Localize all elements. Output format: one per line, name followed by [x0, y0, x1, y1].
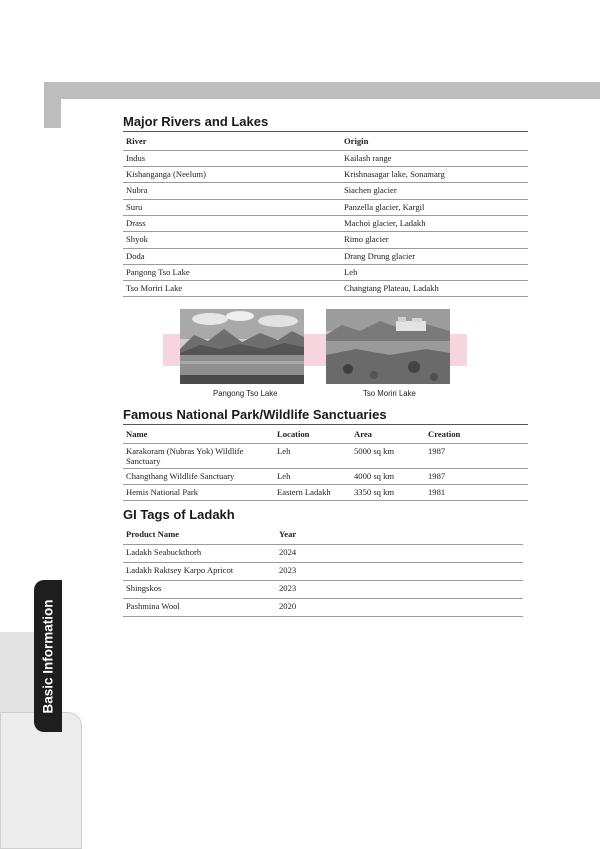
side-margin-panel [0, 712, 82, 849]
table-row [123, 468, 528, 484]
table-cell: 2023 [279, 583, 297, 594]
table-cell: Changthang Wildlife Sanctuary [126, 470, 235, 481]
table-row [123, 545, 523, 563]
table-row [123, 599, 523, 617]
table-cell: Shyok [126, 234, 148, 245]
table-row [123, 281, 528, 297]
photo-caption: Tso Moriri Lake [363, 389, 416, 399]
parks-heading: Famous National Park/Wildlife Sanctuaries [123, 407, 528, 425]
table-cell: Panzella glacier, Kargil [344, 201, 425, 212]
column-header: Creation [428, 429, 461, 440]
table-row [123, 199, 528, 215]
column-header: Location [277, 429, 310, 440]
table-cell: Doda [126, 250, 145, 261]
table-cell: Siachen glacier [344, 185, 397, 196]
table-cell: Eastern Ladakh [277, 486, 331, 497]
table-cell: Suru [126, 201, 143, 212]
table-row [123, 484, 528, 500]
table-cell: 1987 [428, 445, 446, 456]
table-cell: Pashmina Wool [126, 601, 180, 612]
rivers-table [123, 134, 528, 297]
table-cell: 1987 [428, 470, 446, 481]
section-tab-label: Basic Information [40, 598, 56, 714]
table-row [123, 215, 528, 231]
table-row [123, 183, 528, 199]
table-cell: Machoi glacier, Ladakh [344, 217, 426, 228]
parks-table [123, 427, 528, 501]
table-row [123, 581, 523, 599]
table-cell: Hemis National Park [126, 486, 199, 497]
tso-moriri-lake-photo [326, 309, 450, 384]
table-cell: Changtang Plateau, Ladakh [344, 283, 439, 294]
table-cell: Ladakh Seabuckthorh [126, 547, 202, 558]
section-tab [34, 580, 62, 732]
gi-tags-table [123, 527, 523, 618]
table-cell: Ladakh Raktsey Karpo Apricot [126, 565, 234, 576]
column-header: Year [279, 528, 297, 539]
table-row [123, 248, 528, 264]
page-content [123, 114, 528, 617]
table-header-row [123, 527, 523, 545]
table-row [123, 264, 528, 280]
table-cell: 2024 [279, 547, 297, 558]
table-cell: 1981 [428, 486, 446, 497]
table-cell: Drass [126, 217, 146, 228]
table-cell: Karakoram (Nubras Yok) Wildlife Sanctuary [126, 445, 244, 466]
table-cell: Kishanganga (Neelum) [126, 169, 206, 180]
table-cell: 3350 sq km [354, 486, 395, 497]
table-cell: Leh [344, 266, 358, 277]
table-cell: Pangong Tso Lake [126, 266, 190, 277]
gi-heading: GI Tags of Ladakh [123, 506, 235, 522]
table-cell: Kailash range [344, 152, 392, 163]
column-header: Area [354, 429, 372, 440]
table-cell: Tso Moriri Lake [126, 283, 183, 294]
header-band [44, 82, 600, 99]
column-header: River [126, 136, 147, 146]
photo-caption: Pangong Tso Lake [213, 389, 278, 399]
table-cell: 2020 [279, 601, 297, 612]
table-cell: Leh [277, 470, 291, 481]
table-cell: 5000 sq km [354, 445, 395, 456]
column-header: Product Name [126, 528, 180, 539]
table-cell: Nubra [126, 185, 148, 196]
table-cell: 2023 [279, 565, 297, 576]
table-header-row [123, 134, 528, 150]
header-band-corner [44, 82, 61, 128]
table-cell: 4000 sq km [354, 470, 395, 481]
table-cell: Shingskos [126, 583, 162, 594]
table-cell: Indus [126, 152, 146, 163]
table-row [123, 167, 528, 183]
column-header: Origin [344, 136, 369, 146]
table-row [123, 563, 523, 581]
photo-captions [123, 387, 528, 401]
table-row [123, 150, 528, 166]
table-row [123, 232, 528, 248]
column-header: Name [126, 429, 148, 440]
pangong-lake-photo [180, 309, 304, 384]
table-cell: Rimo glacier [344, 234, 389, 245]
table-cell: Drang Drung glacier [344, 250, 416, 261]
table-header-row [123, 427, 528, 443]
table-cell: Krishnasagar lake, Sonamarg [344, 169, 445, 180]
table-row [123, 443, 528, 468]
photo-strip [123, 309, 528, 387]
rivers-heading: Major Rivers and Lakes [123, 114, 528, 132]
table-cell: Leh [277, 445, 291, 456]
